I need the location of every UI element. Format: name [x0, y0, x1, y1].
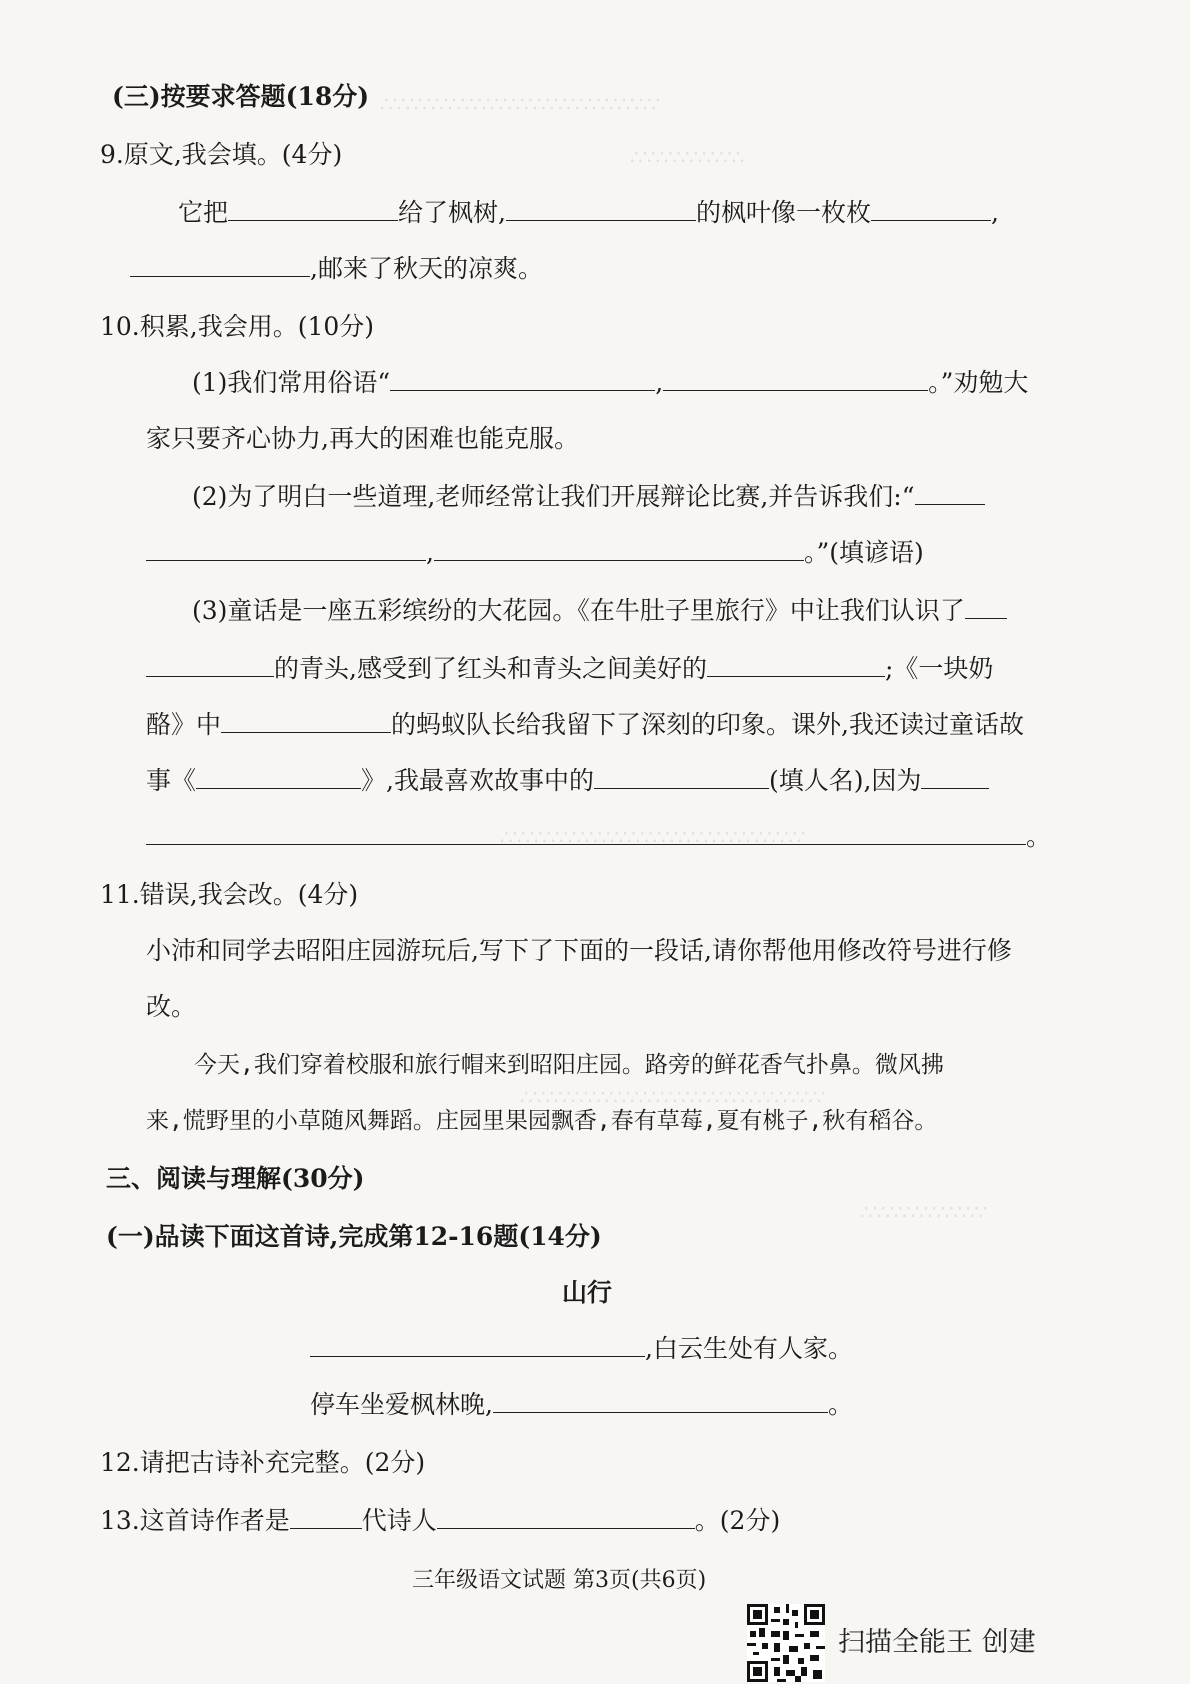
question-10-3-line-2 [146, 652, 993, 686]
question-9-line-2 [130, 252, 543, 286]
poem-line-1 [310, 1332, 853, 1366]
poem-text: 。 [827, 1390, 853, 1419]
question-10-1-line-1 [192, 366, 1028, 400]
q9-text: , [990, 198, 999, 227]
q10-text: (2)为了明白一些道理,老师经常让我们开展辩论比赛,并告诉我们:“ [192, 482, 915, 511]
q13-text: 代诗人 [361, 1506, 437, 1535]
answer-blank[interactable] [594, 764, 769, 789]
q10-text: 。”(填谚语) [803, 538, 924, 567]
answer-blank[interactable] [915, 480, 985, 505]
answer-blank[interactable] [506, 196, 696, 221]
question-12-title: 12.请把古诗补充完整。(2分) [100, 1448, 426, 1477]
part-heading: 三、阅读与理解(30分) [106, 1164, 365, 1193]
bleed-through: ∴∵∴∵∴∵∴∵∴ [630, 145, 745, 169]
scanner-watermark: 扫描全能王 创建 [838, 1627, 1036, 1658]
q10-text: 事《 [146, 766, 197, 795]
answer-blank[interactable] [196, 764, 361, 789]
question-11-instruction: 小沛和同学去昭阳庄园游玩后,写下了下面的一段话,请你帮他用修改符号进行修 [146, 936, 1012, 965]
bleed-through: ∴∵∴∵∴∵∴∵∴∵ [860, 1200, 988, 1224]
bleed-through: ∴∵∴∵∴∵∴∵∴∵∴∵∴∵∴∵∴∵∴∵∴∵∴∵ [500, 825, 806, 849]
question-11-instruction: 改。 [146, 992, 197, 1021]
q10-text: (填人名),因为 [768, 766, 922, 795]
poem-line-2 [310, 1388, 853, 1422]
q9-text: 给了枫树, [398, 198, 506, 227]
poem-text: ,白云生处有人家。 [645, 1334, 853, 1363]
q13-text: 13.这首诗作者是 [100, 1506, 290, 1535]
answer-blank[interactable] [146, 820, 1026, 845]
question-13 [100, 1504, 780, 1538]
q10-text: , [655, 368, 664, 397]
question-9-title: 9.原文,我会填。(4分) [100, 140, 343, 169]
question-11-passage: 今天,我们穿着校服和旅行帽来到昭阳庄园。路旁的鲜花香气扑鼻。微风拂 [194, 1052, 944, 1078]
answer-blank[interactable] [130, 252, 310, 277]
answer-blank[interactable] [921, 764, 989, 789]
answer-blank[interactable] [871, 196, 991, 221]
q10-text: (1)我们常用俗语“ [192, 368, 391, 397]
q9-text: 的枫叶像一枚枚 [695, 198, 871, 227]
q10-text: 的青头,感受到了红头和青头之间美好的 [274, 654, 707, 683]
answer-blank[interactable] [146, 536, 426, 561]
answer-blank[interactable] [707, 652, 885, 677]
answer-blank[interactable] [965, 594, 1007, 619]
question-11-passage: 来,慌野里的小草随风舞蹈。庄园里果园飘香,春有草莓,夏有桃子,秋有稻谷。 [146, 1108, 938, 1134]
q9-text: 它把 [178, 198, 229, 227]
question-10-1-line-2: 家只要齐心协力,再大的困难也能克服。 [146, 424, 579, 453]
question-11-title: 11.错误,我会改。(4分) [100, 880, 359, 909]
question-10-3-line-5 [146, 820, 1051, 854]
q10-text: ;《一块奶 [884, 654, 994, 683]
subsection-heading: (一)品读下面这首诗,完成第12-16题(14分) [106, 1222, 602, 1251]
qr-code-icon [747, 1604, 825, 1682]
page-footer: 三年级语文试题 第3页(共6页) [412, 1568, 707, 1593]
question-10-3-line-1 [192, 594, 1007, 628]
section-heading: (三)按要求答题(18分) [112, 82, 370, 111]
q10-text: , [426, 538, 434, 567]
q10-text: 》,我最喜欢故事中的 [361, 766, 594, 795]
question-10-2-line-1 [192, 480, 985, 514]
bleed-through: ∴∵∴∵∴∵∴∵∴∵∴∵∴∵∴∵∴∵∴∵∴∵∴∵ [520, 1085, 826, 1109]
answer-blank[interactable] [146, 652, 274, 677]
q10-text: 酪》中 [146, 710, 222, 739]
q13-text: 。(2分) [694, 1506, 781, 1535]
q10-text: 的蚂蚁队长给我留下了深刻的印象。课外,我还读过童话故 [391, 710, 1024, 739]
answer-blank[interactable] [437, 1504, 695, 1529]
q10-text: (3)童话是一座五彩缤纷的大花园。《在牛肚子里旅行》中让我们认识了 [192, 596, 965, 625]
answer-blank[interactable] [493, 1388, 828, 1413]
question-9-line-1 [178, 196, 999, 230]
q10-text: 。 [1026, 822, 1052, 851]
answer-blank[interactable] [434, 536, 804, 561]
q10-text: 。”劝勉大 [928, 368, 1029, 397]
answer-blank[interactable] [663, 366, 928, 391]
answer-blank[interactable] [228, 196, 398, 221]
question-10-2-line-2 [146, 536, 924, 570]
poem-title: 山行 [562, 1278, 613, 1307]
question-10-3-line-4 [146, 764, 989, 798]
answer-blank[interactable] [290, 1504, 362, 1529]
answer-blank[interactable] [310, 1332, 645, 1357]
question-10-3-line-3 [146, 708, 1024, 742]
q9-text: ,邮来了秋天的凉爽。 [310, 254, 543, 283]
question-10-title: 10.积累,我会用。(10分) [100, 312, 375, 341]
bleed-through: ∴∵∴∵∴∵∴∵∴∵∴∵∴∵∴∵∴∵∴∵∴∵ [380, 92, 660, 116]
answer-blank[interactable] [221, 708, 391, 733]
poem-text: 停车坐爱枫林晚, [310, 1390, 493, 1419]
answer-blank[interactable] [390, 366, 655, 391]
